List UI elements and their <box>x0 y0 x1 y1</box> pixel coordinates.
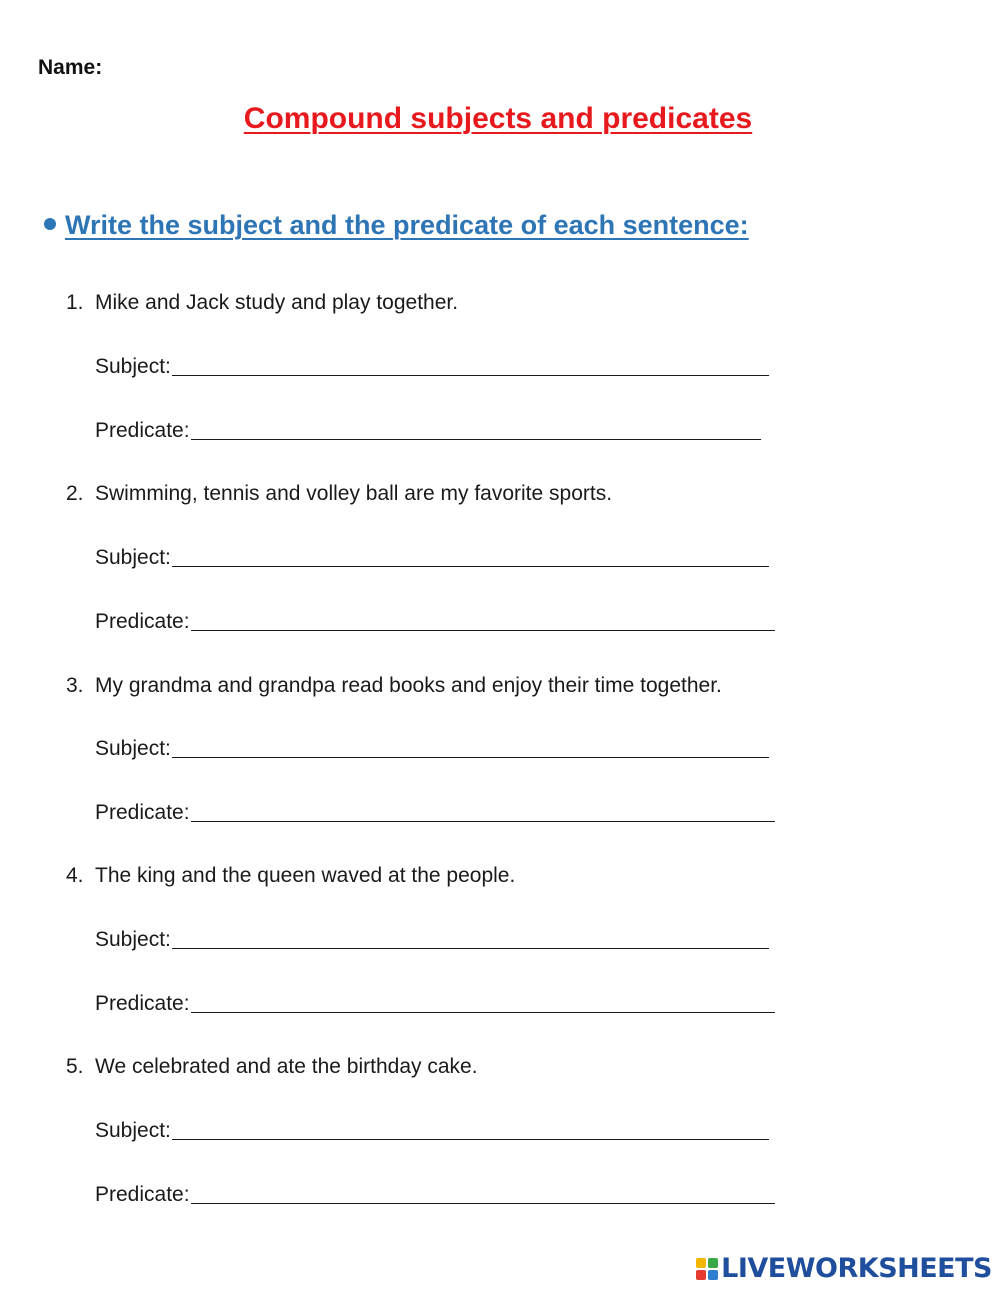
subject-answer-4 <box>95 928 769 952</box>
predicate-blank[interactable] <box>191 1183 775 1204</box>
instruction-heading <box>44 210 749 241</box>
liveworksheets-logo <box>696 1253 992 1284</box>
predicate-answer-3 <box>95 801 775 825</box>
predicate-blank[interactable] <box>191 610 775 631</box>
predicate-blank[interactable] <box>191 801 775 822</box>
logo-block <box>696 1258 706 1268</box>
subject-answer-5 <box>95 1119 769 1143</box>
logo-blocks-icon <box>696 1258 718 1280</box>
instruction-text: Write the subject and the predicate of each sentence: <box>65 210 749 240</box>
predicate-label: Predicate: <box>95 610 190 633</box>
predicate-answer-5 <box>95 1183 775 1207</box>
logo-text: LIVEWORKSHEETS <box>721 1253 992 1284</box>
subject-answer-3 <box>95 737 769 761</box>
predicate-label: Predicate: <box>95 419 190 442</box>
question-1 <box>66 291 458 315</box>
subject-blank[interactable] <box>172 355 769 376</box>
question-5 <box>66 1055 478 1079</box>
subject-blank[interactable] <box>172 546 769 567</box>
subject-label: Subject: <box>95 546 171 569</box>
name-label: Name: <box>38 56 103 79</box>
question-text: My grandma and grandpa read books and enjoy their time together. <box>95 674 722 697</box>
bullet-icon <box>44 218 56 230</box>
question-number: 1. <box>66 291 84 314</box>
subject-label: Subject: <box>95 355 171 378</box>
subject-answer-2 <box>95 546 769 570</box>
question-number: 3. <box>66 674 84 697</box>
question-text: Mike and Jack study and play together. <box>95 291 459 314</box>
subject-answer-1 <box>95 355 769 379</box>
predicate-answer-4 <box>95 992 775 1016</box>
question-2 <box>66 482 612 506</box>
question-text: We celebrated and ate the birthday cake. <box>95 1055 478 1078</box>
predicate-label: Predicate: <box>95 992 190 1015</box>
question-number: 5. <box>66 1055 84 1078</box>
predicate-label: Predicate: <box>95 801 190 824</box>
question-text: The king and the queen waved at the people. <box>95 864 516 887</box>
predicate-blank[interactable] <box>191 419 761 440</box>
subject-blank[interactable] <box>172 737 769 758</box>
subject-blank[interactable] <box>172 928 769 949</box>
question-3 <box>66 674 722 698</box>
predicate-answer-1 <box>95 419 761 443</box>
question-text: Swimming, tennis and volley ball are my favorite sports. <box>95 482 613 505</box>
page-title: Compound subjects and predicates <box>243 102 753 135</box>
question-number: 2. <box>66 482 84 505</box>
logo-block <box>708 1258 718 1268</box>
predicate-answer-2 <box>95 610 775 634</box>
predicate-label: Predicate: <box>95 1183 190 1206</box>
question-4 <box>66 864 515 888</box>
logo-block <box>708 1270 718 1280</box>
subject-label: Subject: <box>95 928 171 951</box>
question-number: 4. <box>66 864 84 887</box>
subject-blank[interactable] <box>172 1119 769 1140</box>
subject-label: Subject: <box>95 737 171 760</box>
predicate-blank[interactable] <box>191 992 775 1013</box>
logo-block <box>696 1270 706 1280</box>
subject-label: Subject: <box>95 1119 171 1142</box>
